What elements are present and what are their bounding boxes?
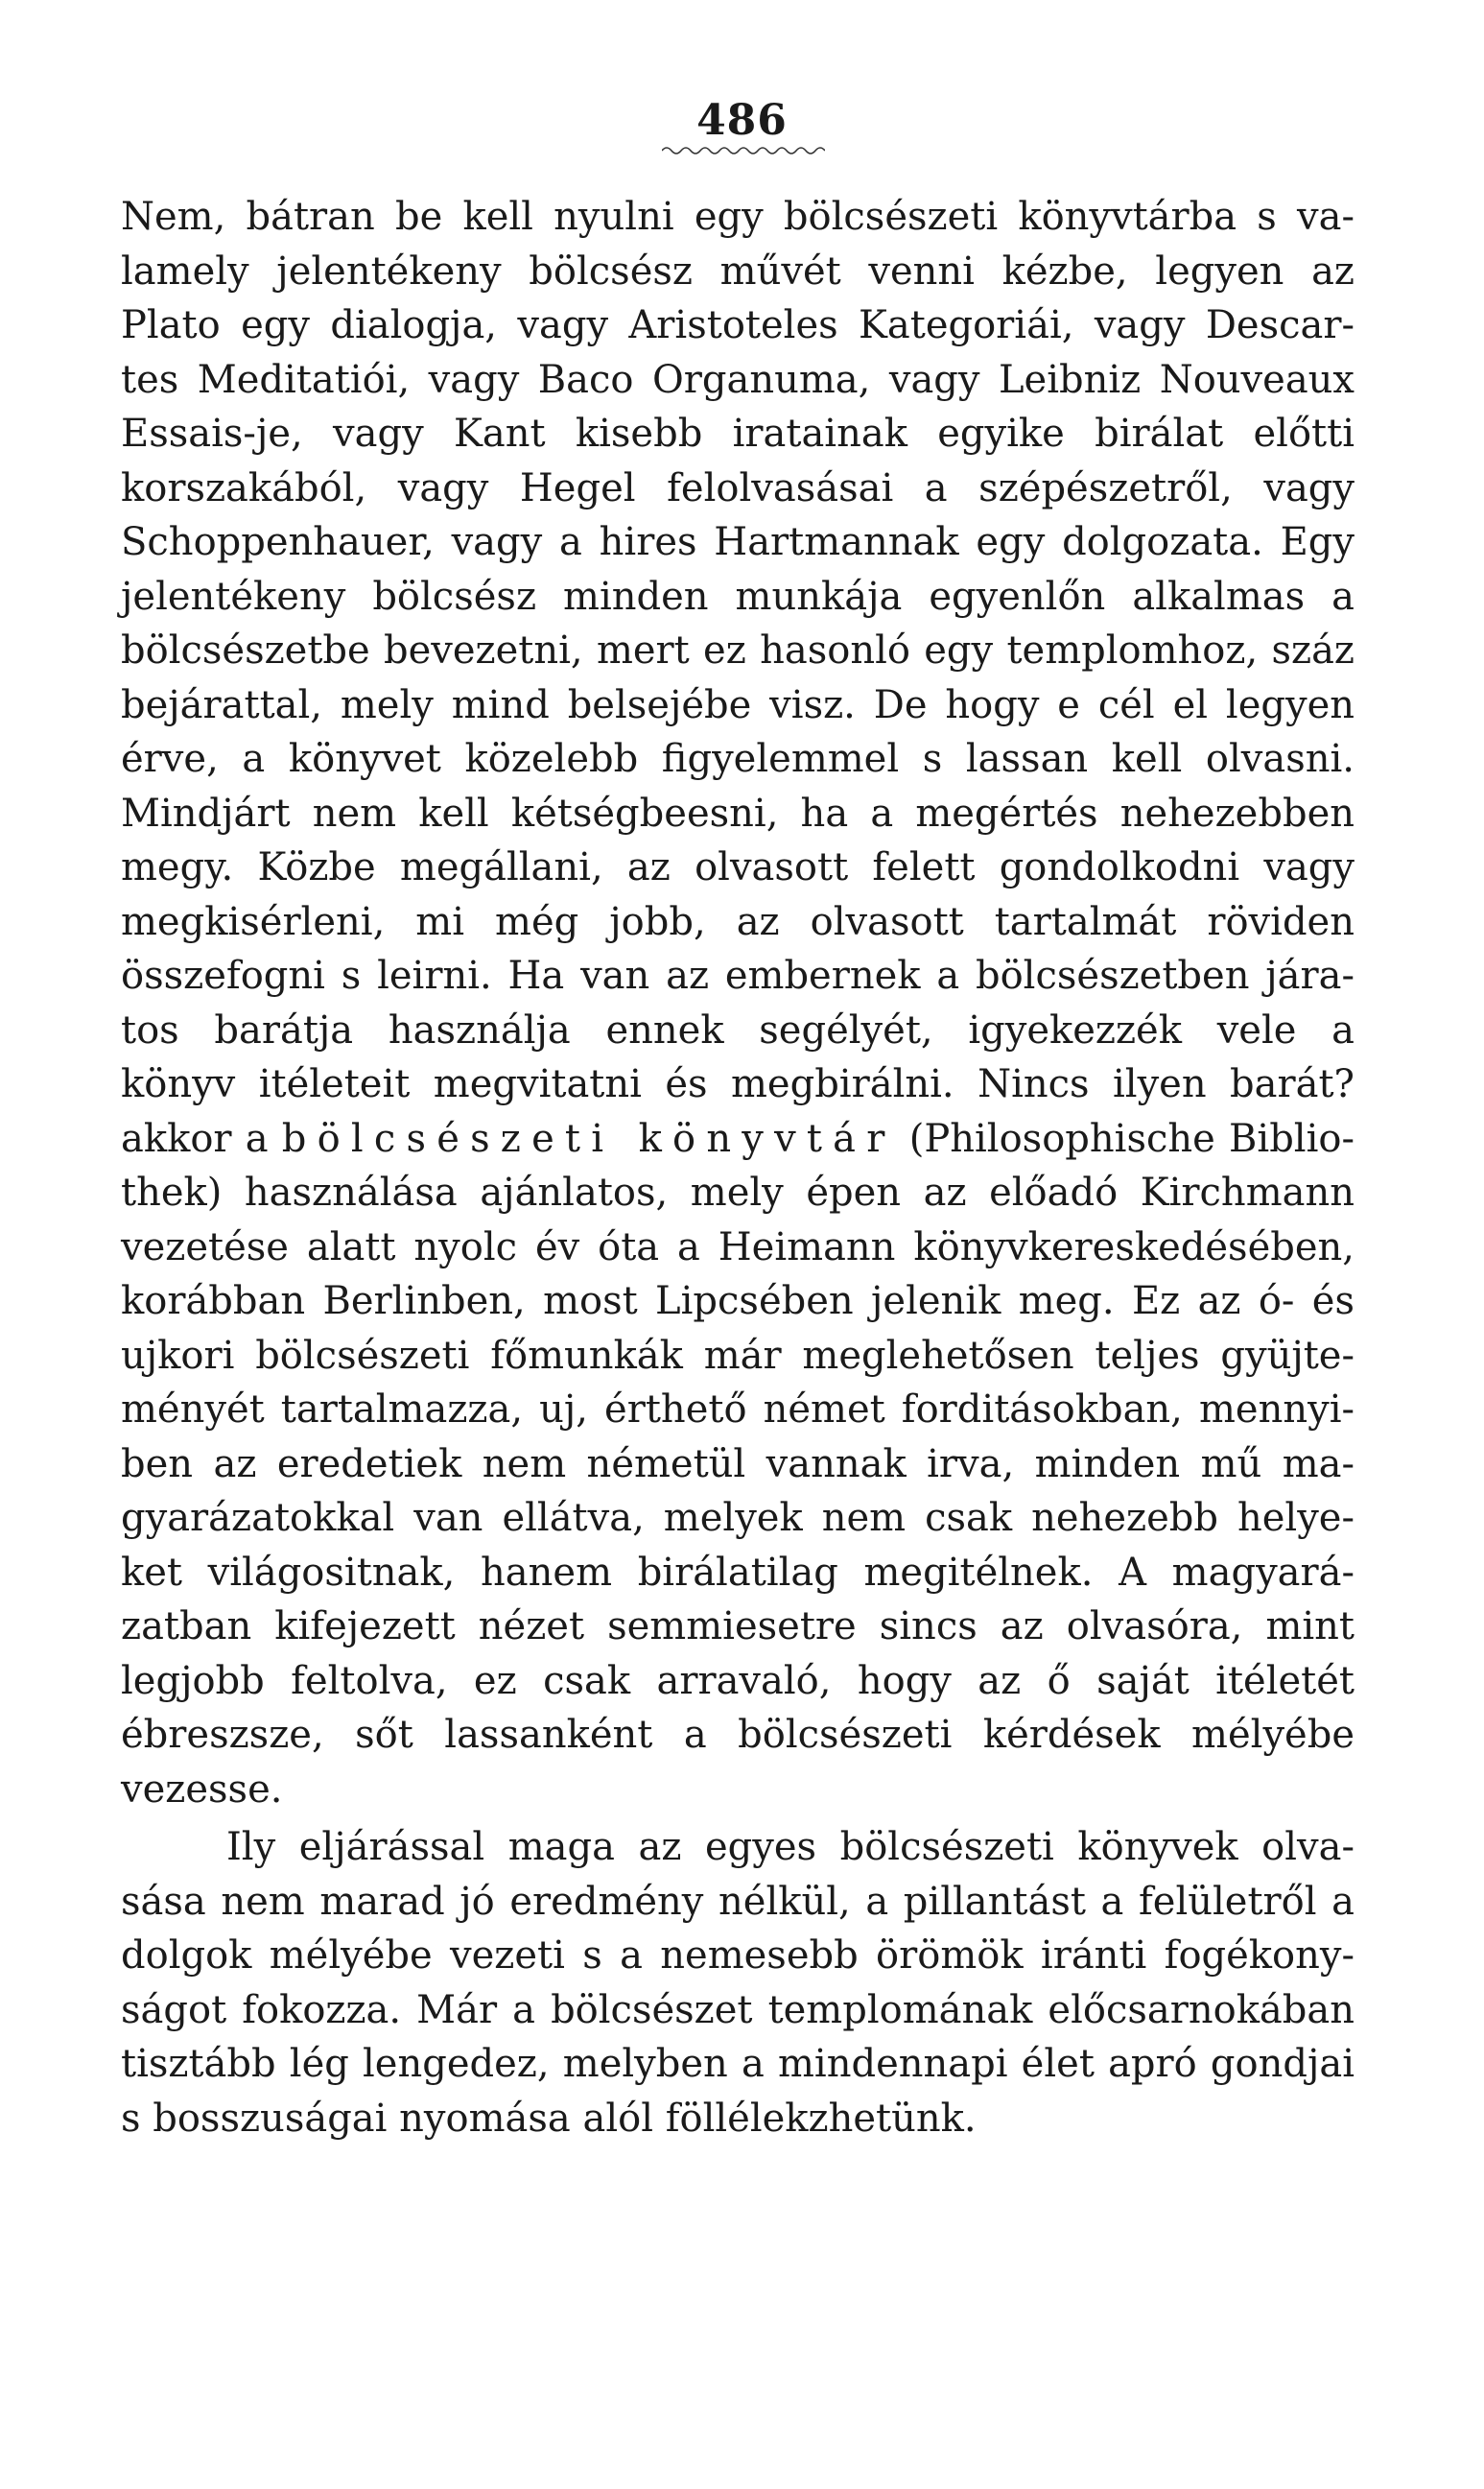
text-line: tisztább lég lengedez, melyben a mindennapi élet apró gondjai [121, 2042, 1354, 2086]
text-line: legjobb feltolva, ez csak arravaló, hogy az ő saját itéletét [121, 1658, 1354, 1703]
text-fragment: (Philosophische Biblio- [895, 1116, 1354, 1161]
text-line: thek) használása ajánlatos, mely épen az előadó Kirchmann [121, 1171, 1354, 1215]
text-line: Ily eljárással maga az egyes bölcsészeti könyvek olva- [226, 1825, 1354, 1869]
text-line: Mindjárt nem kell kétségbeesni, ha a megértés nehezebben [121, 791, 1354, 836]
text-line: Nem, bátran be kell nyulni egy bölcsészeti könyvtárba s va- [121, 195, 1354, 239]
text-line: ményét tartalmazza, uj, érthető német forditásokban, mennyi- [121, 1387, 1354, 1432]
wavy-rule-ornament [662, 144, 825, 157]
text-line: megy. Közbe megállani, az olvasott felett gondolkodni vagy [121, 845, 1354, 889]
spaced-emphasis: bölcsészeti könyvtár [281, 1116, 896, 1161]
text-line: vezesse. [121, 1766, 283, 1812]
paragraph [121, 190, 1354, 1816]
text-line: tos barátja használja ennek segélyét, igyekezzék vele a [121, 1007, 1354, 1053]
text-line: Schoppenhauer, vagy a hires Hartmannak egy dolgozata. Egy [121, 520, 1354, 564]
text-line: ságot fokozza. Már a bölcsészet templomának előcsarnokában [121, 1987, 1354, 2032]
text-line: korábban Berlinben, most Lipcsében jelenik meg. Ez az ó- és [121, 1279, 1354, 1323]
text-line: bölcsészetbe bevezetni, mert ez hasonló egy templomhoz, száz [121, 628, 1354, 673]
text-line: ujkori bölcsészeti főmunkák már meglehetősen teljes gyüjte- [121, 1333, 1354, 1378]
text-line: ket világositnak, hanem birálatilag megitélnek. A magyará- [121, 1550, 1354, 1595]
body-text [121, 190, 1354, 2145]
text-line: megkisérleni, mi még jobb, az olvasott tartalmát röviden [121, 899, 1354, 944]
text-line: gyarázatokkal van ellátva, melyek nem csak nehezebb helye- [121, 1496, 1354, 1540]
text-line: Essais-je, vagy Kant kisebb iratainak egyike birálat előtti [121, 412, 1354, 456]
text-line: könyv itéleteit megvitatni és megbirálni. Nincs ilyen barát? [121, 1062, 1354, 1106]
text-line: érve, a könyvet közelebb figyelemmel s lassan kell olvasni. [121, 737, 1354, 781]
text-line: lamely jelentékeny bölcsész művét venni kézbe, legyen az [121, 249, 1354, 294]
text-line: ébreszsze, sőt lassanként a bölcsészeti kérdések mélyébe [121, 1713, 1354, 1757]
text-line: vezetése alatt nyolc év óta a Heimann könyvkereskedésében, [121, 1224, 1354, 1269]
text-line: s bosszuságai nyomása alól föllélekzhetünk. [121, 2096, 977, 2141]
text-line: sása nem marad jó eredmény nélkül, a pillantást a felületről a [121, 1879, 1354, 1924]
text-line: tes Meditatiói, vagy Baco Organuma, vagy Leibniz Nouveaux [121, 357, 1354, 402]
text-line: jelentékeny bölcsész minden munkája egyenlőn alkalmas a [121, 574, 1354, 619]
page-number: 486 [696, 96, 788, 145]
text-line: Plato egy dialogja, vagy Aristoteles Kategoriái, vagy Descar- [121, 303, 1354, 347]
text-line: ben az eredetiek nem németül vannak irva, minden mű ma- [121, 1441, 1354, 1486]
text-line: bejárattal, mely mind belsejébe visz. De hogy e cél el legyen [121, 682, 1354, 727]
text-line: összefogni s leirni. Ha van az embernek a bölcsészetben jára- [121, 954, 1354, 998]
text-line-spaced [121, 1112, 1354, 1167]
text-line: dolgok mélyébe vezeti s a nemesebb örömök iránti fogékony- [121, 1933, 1354, 1978]
text-line: zatban kifejezett nézet semmiesetre sincs az olvasóra, mint [121, 1604, 1354, 1648]
text-line: korszakából, vagy Hegel felolvasásai a szépészetről, vagy [121, 465, 1354, 510]
text-fragment: akkor a [121, 1116, 282, 1161]
paragraph [121, 1820, 1354, 2145]
